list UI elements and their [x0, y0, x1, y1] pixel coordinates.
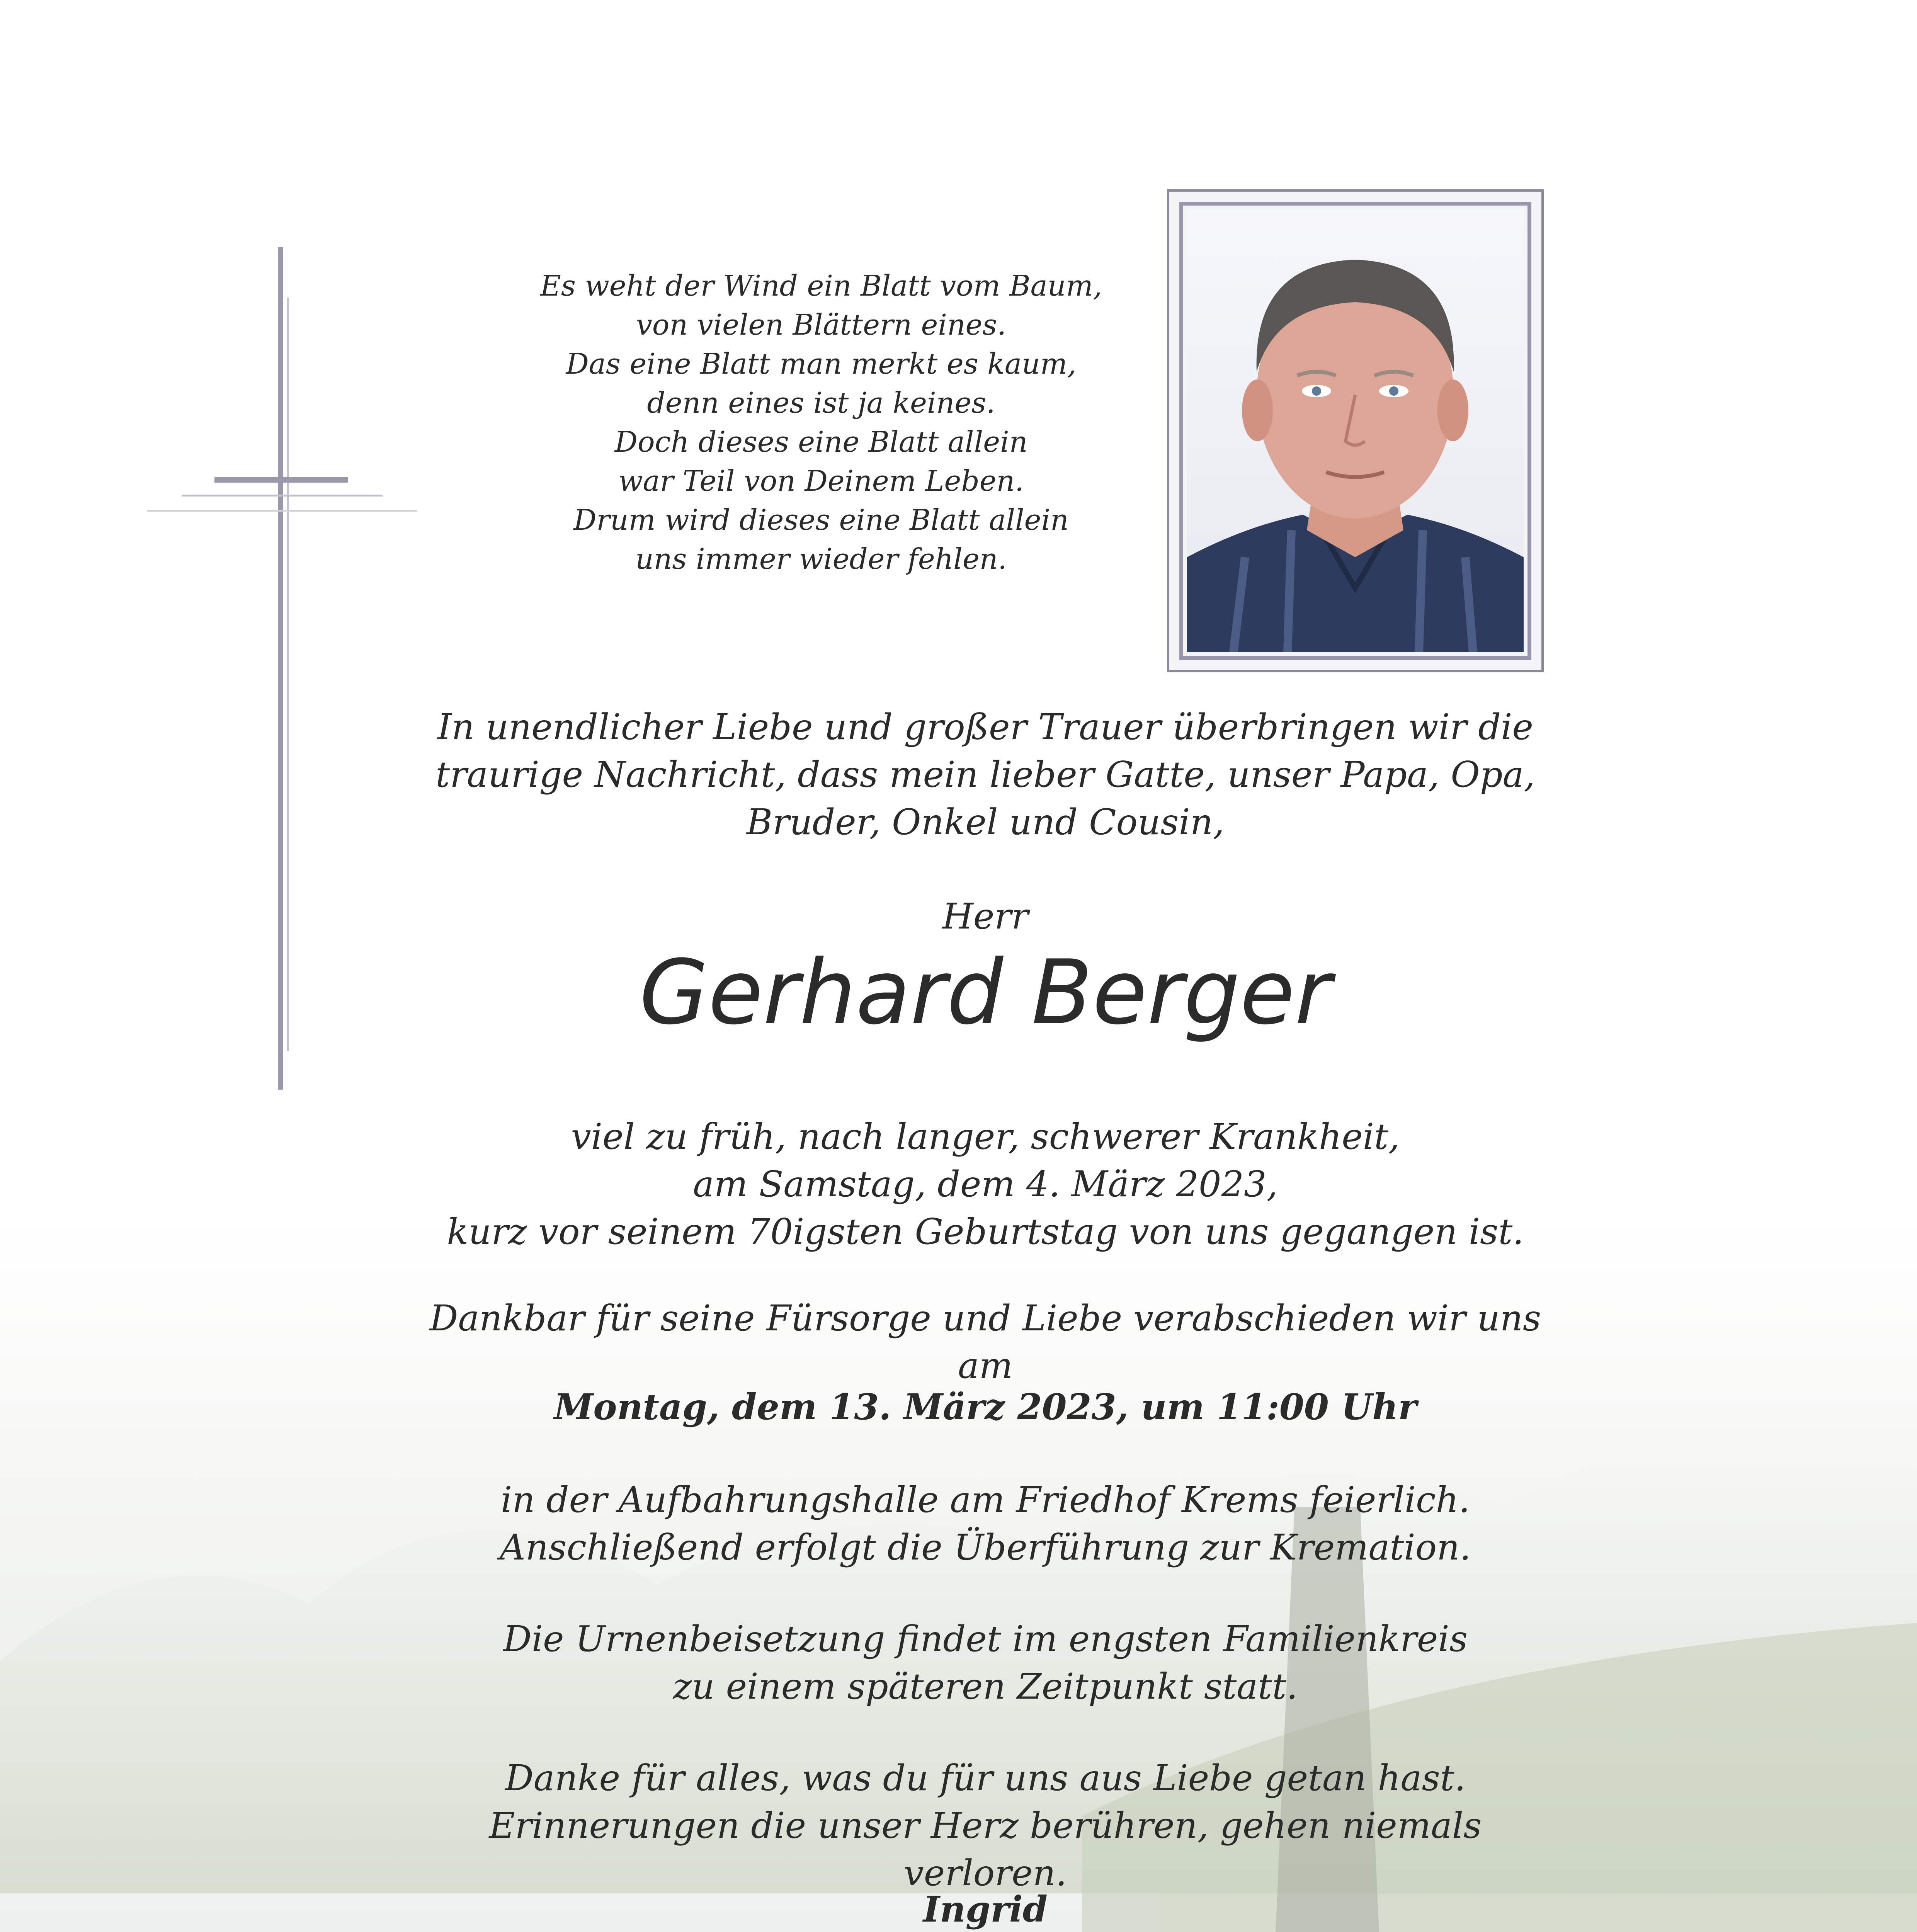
poem-line: war Teil von Deinem Leben.: [618, 464, 1024, 498]
poem-line: von vielen Blättern eines.: [636, 308, 1006, 342]
intro-line: In unendlicher Liebe und großer Trauer überbringen wir die: [437, 706, 1533, 748]
death-notice: [425, 1113, 1546, 1255]
urn-line: zu einem späteren Zeitpunkt statt.: [673, 1666, 1298, 1707]
portrait-frame: [1167, 189, 1544, 672]
salutation: Herr: [942, 896, 1029, 937]
farewell-intro: Dankbar für seine Fürsorge und Liebe verabschieden wir uns am: [429, 1298, 1541, 1386]
death-notice-line: viel zu früh, nach langer, schwerer Krankheit,: [571, 1116, 1400, 1157]
thanks-paragraph: [425, 1754, 1546, 1897]
poem-line: Das eine Blatt man merkt es kaum,: [566, 347, 1077, 381]
urn-paragraph: [425, 1615, 1546, 1710]
poem-line: Drum wird dieses eine Blatt allein: [573, 503, 1069, 537]
death-notice-line: am Samstag, dem 4. März 2023,: [693, 1163, 1278, 1205]
intro-paragraph: [425, 703, 1546, 846]
portrait-photo: [1187, 209, 1524, 652]
thanks-line: Danke für alles, was du für uns aus Liebe getan hast.: [505, 1757, 1466, 1799]
poem: [502, 267, 1140, 579]
location-paragraph: [425, 1476, 1546, 1571]
funeral-date: Montag, dem 13. März 2023, um 11:00 Uhr: [554, 1386, 1417, 1428]
deceased-name: Gerhard Berger: [639, 941, 1332, 1044]
poem-line: Es weht der Wind ein Blatt vom Baum,: [540, 269, 1102, 303]
cross-icon: [147, 247, 417, 1090]
mourner-name: Ingrid: [923, 1888, 1048, 1930]
poem-line: Doch dieses eine Blatt allein: [614, 425, 1028, 459]
intro-line: traurige Nachricht, dass mein lieber Gatte, unser Papa, Opa,: [435, 754, 1535, 795]
intro-line: Bruder, Onkel und Cousin,: [746, 801, 1225, 843]
death-notice-line: kurz vor seinem 70igsten Geburtstag von uns gegangen ist.: [447, 1211, 1524, 1252]
location-line: Anschließend erfolgt die Überführung zur Kremation.: [500, 1527, 1471, 1568]
poem-line: denn eines ist ja keines.: [647, 386, 995, 420]
urn-line: Die Urnenbeisetzung findet im engsten Familienkreis: [503, 1618, 1468, 1660]
thanks-line: Erinnerungen die unser Herz berühren, gehen niemals verloren.: [489, 1805, 1482, 1894]
poem-line: uns immer wieder fehlen.: [635, 543, 1007, 576]
location-line: in der Aufbahrungshalle am Friedhof Krems feierlich.: [500, 1479, 1470, 1520]
